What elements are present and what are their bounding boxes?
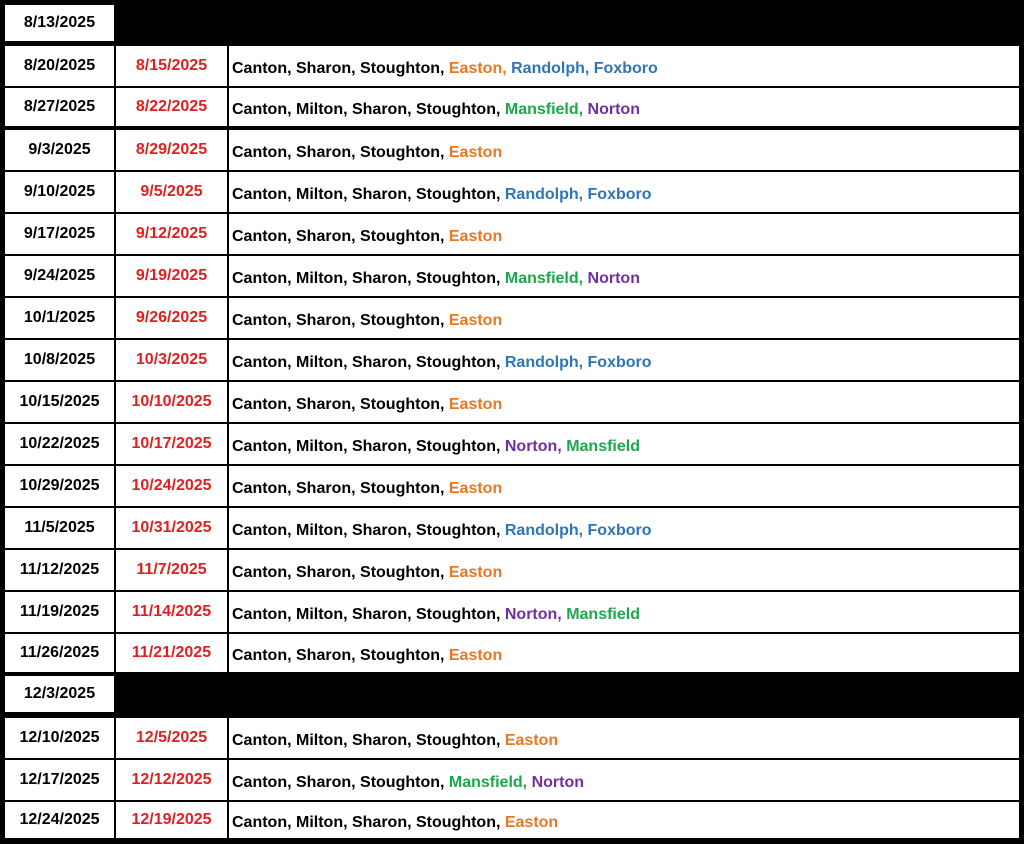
town-name: Norton	[587, 101, 640, 118]
town-name: Milton	[296, 354, 344, 371]
town-name: Canton	[232, 522, 288, 539]
town-name: Sharon	[351, 354, 408, 371]
town-name: Easton	[448, 144, 503, 161]
town-name: Stoughton	[360, 564, 440, 581]
deadline-date: 9/12/2025	[116, 214, 227, 254]
publication-date: 10/22/2025	[5, 424, 114, 464]
town-name: Stoughton	[360, 228, 440, 245]
publication-date: 11/5/2025	[5, 508, 114, 548]
deadline-date: 10/3/2025	[116, 340, 227, 380]
town-name: Mansfield	[448, 774, 523, 791]
towns-list: Canton , Milton , Sharon , Stoughton , Easton	[229, 718, 1019, 758]
deadline-date: 8/15/2025	[116, 46, 227, 86]
schedule-row	[0, 508, 1024, 548]
deadline-date: 9/5/2025	[116, 172, 227, 212]
town-name: Canton	[232, 60, 288, 77]
town-name: Stoughton	[360, 144, 440, 161]
publication-date: 10/29/2025	[5, 466, 114, 506]
deadline-date: 9/19/2025	[116, 256, 227, 296]
town-name: Easton	[448, 312, 503, 329]
publication-date: 11/19/2025	[5, 592, 114, 632]
town-name: Canton	[232, 354, 288, 371]
publication-date: 9/24/2025	[5, 256, 114, 296]
deadline-date: 12/19/2025	[116, 802, 227, 838]
town-name: Stoughton	[416, 606, 496, 623]
town-name: Canton	[232, 186, 288, 203]
publication-date: 12/10/2025	[5, 718, 114, 758]
towns-list: Canton , Milton , Sharon , Stoughton , Norton , Mansfield	[229, 592, 1019, 632]
town-name: Easton	[448, 480, 503, 497]
deadline-date: 11/14/2025	[116, 592, 227, 632]
towns-list: Canton , Sharon , Stoughton , Easton	[229, 634, 1019, 672]
town-name: Stoughton	[416, 522, 496, 539]
publication-date: 10/15/2025	[5, 382, 114, 422]
town-name: Easton	[504, 732, 559, 749]
publication-date: 12/3/2025	[5, 676, 114, 712]
town-name: Easton	[504, 814, 559, 831]
town-name: Sharon	[351, 814, 408, 831]
towns-list: Canton , Milton , Sharon , Stoughton , Easton	[229, 802, 1019, 838]
town-name: Easton	[448, 396, 503, 413]
town-name: Canton	[232, 564, 288, 581]
publication-date: 11/12/2025	[5, 550, 114, 590]
deadline-date: 10/17/2025	[116, 424, 227, 464]
town-name: Sharon	[296, 228, 352, 245]
town-name: Canton	[232, 438, 288, 455]
schedule-row	[0, 592, 1024, 632]
town-name: Norton	[504, 438, 558, 455]
town-name: Milton	[296, 732, 344, 749]
town-name: Milton	[296, 522, 344, 539]
towns-list: Canton , Milton , Sharon , Stoughton , Norton , Mansfield	[229, 424, 1019, 464]
town-name: Stoughton	[360, 774, 440, 791]
town-name: Sharon	[351, 522, 408, 539]
towns-list: Canton , Sharon , Stoughton , Easton	[229, 550, 1019, 590]
town-name: Stoughton	[360, 480, 440, 497]
town-name: Sharon	[296, 60, 352, 77]
deadline-date: 10/31/2025	[116, 508, 227, 548]
schedule-row-no-issue	[0, 5, 1024, 41]
schedule-row	[0, 760, 1024, 800]
towns-list: Canton , Sharon , Stoughton , Easton	[229, 466, 1019, 506]
schedule-row	[0, 550, 1024, 590]
town-name: Easton	[448, 564, 503, 581]
town-name: Norton	[504, 606, 558, 623]
town-name: Stoughton	[416, 438, 496, 455]
town-name: Canton	[232, 480, 288, 497]
towns-list: Canton , Sharon , Stoughton , Easton	[229, 382, 1019, 422]
town-name: Canton	[232, 814, 288, 831]
town-name: Milton	[296, 186, 344, 203]
schedule-row	[0, 88, 1024, 126]
town-name: Mansfield	[504, 270, 579, 287]
town-name: Stoughton	[416, 354, 496, 371]
schedule-row	[0, 340, 1024, 380]
town-name: Norton	[587, 270, 640, 287]
town-name: Stoughton	[416, 732, 496, 749]
town-name: Randolph	[504, 522, 579, 539]
schedule-row	[0, 172, 1024, 212]
town-name: Foxboro	[587, 186, 652, 203]
publication-date: 10/8/2025	[5, 340, 114, 380]
town-name: Canton	[232, 732, 288, 749]
deadline-date: 10/10/2025	[116, 382, 227, 422]
town-name: Stoughton	[360, 60, 440, 77]
town-name: Foxboro	[587, 354, 652, 371]
towns-list: Canton , Sharon , Stoughton , Easton	[229, 214, 1019, 254]
towns-list: Canton , Sharon , Stoughton , Easton , Randolph , Foxboro	[229, 46, 1019, 86]
town-name: Canton	[232, 101, 288, 118]
schedule-row	[0, 130, 1024, 170]
town-name: Canton	[232, 312, 288, 329]
town-name: Sharon	[296, 144, 352, 161]
town-name: Easton	[448, 60, 503, 77]
town-name: Sharon	[351, 732, 408, 749]
schedule-row	[0, 466, 1024, 506]
publication-date: 10/1/2025	[5, 298, 114, 338]
schedule-row	[0, 718, 1024, 758]
town-name: Sharon	[296, 312, 352, 329]
schedule-row	[0, 256, 1024, 296]
town-name: Stoughton	[360, 396, 440, 413]
town-name: Sharon	[296, 396, 352, 413]
publication-date: 9/3/2025	[5, 130, 114, 170]
town-name: Milton	[296, 606, 344, 623]
schedule-row	[0, 424, 1024, 464]
town-name: Norton	[531, 774, 584, 791]
town-name: Randolph	[504, 186, 579, 203]
town-name: Canton	[232, 774, 288, 791]
town-name: Randolph	[504, 354, 579, 371]
town-name: Sharon	[296, 774, 352, 791]
publication-date: 8/27/2025	[5, 88, 114, 126]
publication-date: 12/17/2025	[5, 760, 114, 800]
town-name: Canton	[232, 647, 288, 664]
schedule-row	[0, 214, 1024, 254]
town-name: Foxboro	[593, 60, 658, 77]
town-name: Stoughton	[416, 270, 496, 287]
towns-list: Canton , Milton , Sharon , Stoughton , Randolph , Foxboro	[229, 340, 1019, 380]
deadline-date: 11/21/2025	[116, 634, 227, 672]
town-name: Milton	[296, 270, 344, 287]
town-name: Randolph	[511, 60, 585, 77]
towns-list: Canton , Milton , Sharon , Stoughton , Randolph , Foxboro	[229, 508, 1019, 548]
schedule-row	[0, 382, 1024, 422]
town-name: Sharon	[296, 647, 352, 664]
town-name: Sharon	[351, 606, 408, 623]
town-name: Mansfield	[566, 606, 640, 623]
deadline-date: 12/12/2025	[116, 760, 227, 800]
town-name: Stoughton	[360, 312, 440, 329]
schedule-row-no-issue	[0, 676, 1024, 712]
town-name: Sharon	[351, 186, 408, 203]
town-name: Foxboro	[587, 522, 652, 539]
town-name: Sharon	[351, 270, 408, 287]
town-name: Sharon	[296, 480, 352, 497]
town-name: Sharon	[351, 438, 408, 455]
deadline-date: 10/24/2025	[116, 466, 227, 506]
town-name: Canton	[232, 270, 288, 287]
town-name: Stoughton	[416, 186, 496, 203]
schedule-row	[0, 634, 1024, 672]
town-name: Stoughton	[416, 814, 496, 831]
towns-list: Canton , Milton , Sharon , Stoughton , Randolph , Foxboro	[229, 172, 1019, 212]
town-name: Mansfield	[566, 438, 640, 455]
town-name: Canton	[232, 606, 288, 623]
towns-list: Canton , Sharon , Stoughton , Mansfield , Norton	[229, 760, 1019, 800]
publication-date: 9/17/2025	[5, 214, 114, 254]
publication-date: 8/20/2025	[5, 46, 114, 86]
towns-list: Canton , Sharon , Stoughton , Easton	[229, 130, 1019, 170]
town-name: Milton	[296, 814, 344, 831]
towns-list: Canton , Milton , Sharon , Stoughton , Mansfield , Norton	[229, 88, 1019, 126]
publication-date: 11/26/2025	[5, 634, 114, 672]
town-name: Milton	[296, 438, 344, 455]
deadline-date: 12/5/2025	[116, 718, 227, 758]
town-name: Sharon	[296, 564, 352, 581]
deadline-date: 8/29/2025	[116, 130, 227, 170]
deadline-date: 11/7/2025	[116, 550, 227, 590]
deadline-date: 9/26/2025	[116, 298, 227, 338]
town-name: Stoughton	[416, 101, 496, 118]
town-name: Stoughton	[360, 647, 440, 664]
schedule-row	[0, 802, 1024, 838]
town-name: Sharon	[351, 101, 408, 118]
towns-list: Canton , Milton , Sharon , Stoughton , Mansfield , Norton	[229, 256, 1019, 296]
deadline-date: 8/22/2025	[116, 88, 227, 126]
town-name: Canton	[232, 396, 288, 413]
publication-date: 8/13/2025	[5, 5, 114, 41]
town-name: Mansfield	[504, 101, 579, 118]
schedule-row	[0, 46, 1024, 86]
town-name: Canton	[232, 144, 288, 161]
town-name: Canton	[232, 228, 288, 245]
town-name: Easton	[448, 228, 503, 245]
towns-list: Canton , Sharon , Stoughton , Easton	[229, 298, 1019, 338]
publication-date: 12/24/2025	[5, 802, 114, 838]
town-name: Milton	[296, 101, 344, 118]
town-name: Easton	[448, 647, 503, 664]
schedule-row	[0, 298, 1024, 338]
publication-date: 9/10/2025	[5, 172, 114, 212]
